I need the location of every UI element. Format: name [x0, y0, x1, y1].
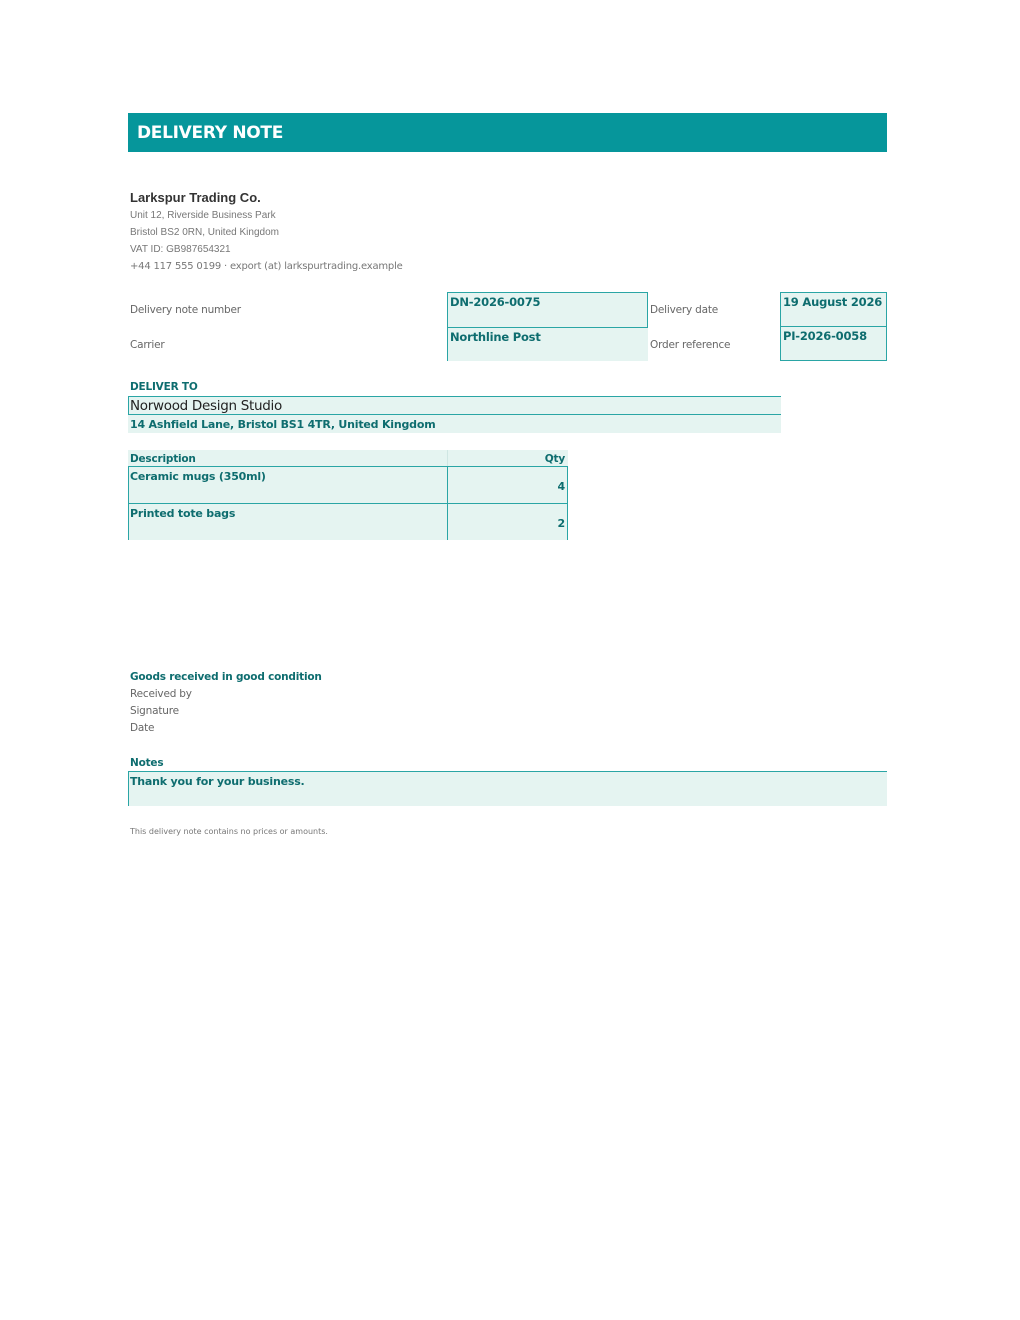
seller-contact: +44 117 555 0199 · export (at) larkspurtrading.example: [130, 261, 403, 272]
notes-text: Thank you for your business.: [130, 775, 305, 788]
description-header: Description: [130, 453, 196, 465]
item-qty: 2: [557, 517, 565, 530]
document-title: DELIVERY NOTE: [137, 123, 284, 143]
item-qty: 4: [557, 480, 565, 493]
qty-header: Qty: [544, 453, 565, 465]
carrier-label: Carrier: [130, 339, 165, 351]
seller-address-line2: Bristol BS2 0RN, United Kingdom: [130, 227, 279, 238]
notes-heading: Notes: [130, 757, 164, 769]
deliver-to-top-line: [128, 396, 781, 397]
item-description: Printed tote bags: [130, 507, 236, 520]
notes-top-line: [128, 771, 887, 772]
recipient-name: Norwood Design Studio: [130, 398, 282, 414]
deliver-to-heading: DELIVER TO: [130, 381, 198, 393]
deliver-to-left-line: [128, 396, 129, 415]
received-by-label: Received by: [130, 688, 192, 700]
title-banner: [128, 113, 887, 152]
delivery-note-number-label: Delivery note number: [130, 304, 241, 316]
items-row-divider: [128, 503, 568, 504]
items-col-divider: [447, 466, 448, 540]
seller-vat: VAT ID: GB987654321: [130, 244, 231, 255]
seller-address-line1: Unit 12, Riverside Business Park: [130, 210, 276, 221]
delivery-date-label: Delivery date: [650, 304, 718, 316]
items-left-line: [128, 466, 129, 540]
footnote: This delivery note contains no prices or amounts.: [130, 827, 328, 836]
items-header-line: [128, 466, 568, 467]
items-right-line: [567, 466, 568, 540]
deliver-to-mid-line: [128, 414, 781, 415]
seller-name: Larkspur Trading Co.: [130, 190, 261, 205]
delivery-date-value: 19 August 2026: [780, 292, 887, 327]
delivery-note-number-value: DN-2026-0075: [447, 292, 648, 327]
receipt-heading: Goods received in good condition: [130, 671, 322, 683]
receipt-date-label: Date: [130, 722, 155, 734]
item-description: Ceramic mugs (350ml): [130, 470, 266, 483]
signature-label: Signature: [130, 705, 179, 717]
order-reference-label: Order reference: [650, 339, 731, 351]
order-reference-value: PI-2026-0058: [780, 326, 887, 361]
recipient-address: 14 Ashfield Lane, Bristol BS1 4TR, United Kingdom: [130, 418, 436, 431]
items-header-col-divider: [447, 450, 448, 466]
carrier-value: Northline Post: [447, 327, 648, 361]
notes-left-line: [128, 771, 129, 806]
